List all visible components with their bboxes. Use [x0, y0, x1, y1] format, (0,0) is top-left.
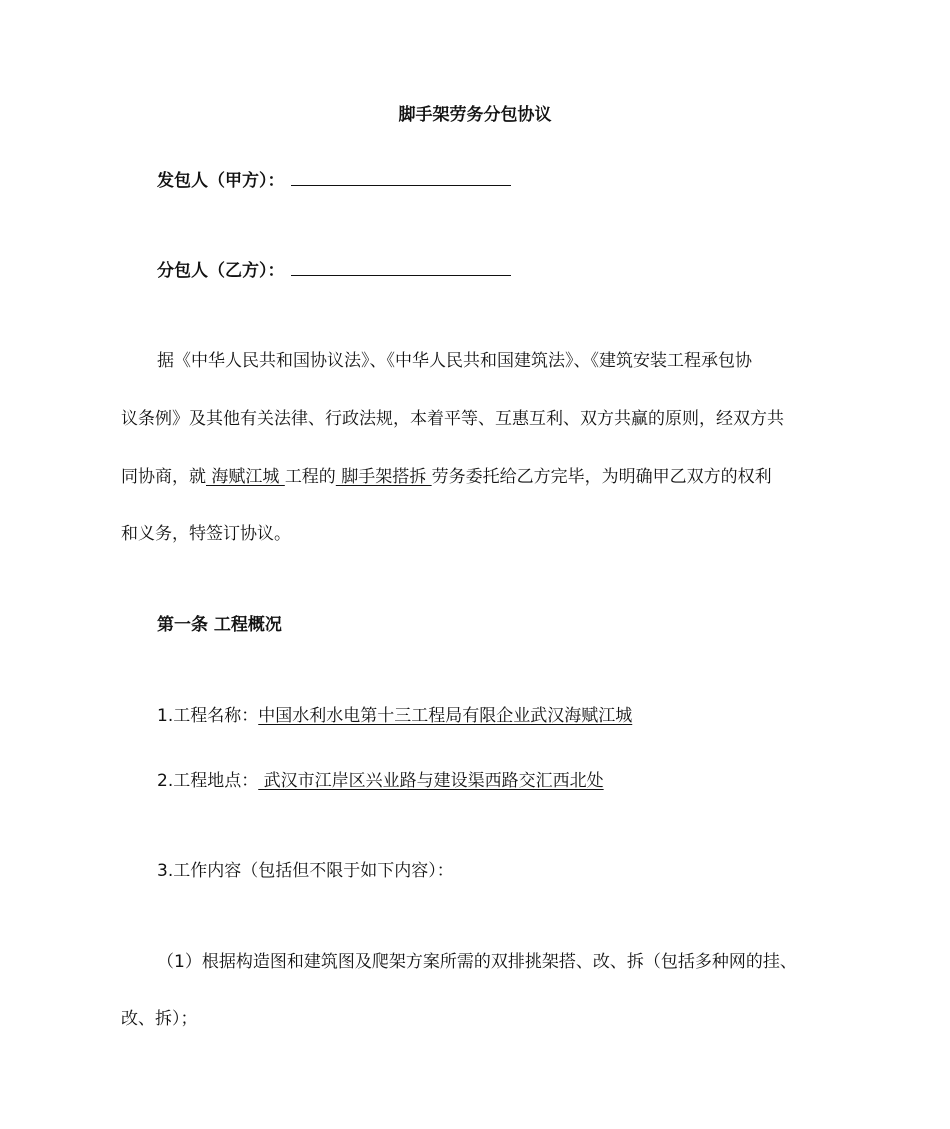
party-b-label: 分包人（乙方）：	[157, 261, 285, 281]
page-title: 脚手架劳务分包协议	[398, 105, 552, 125]
sub-item-1-line-2: 改、拆）；	[121, 1009, 198, 1029]
item-2	[157, 766, 604, 791]
project-location-value: 武汉市江岸区兴业路与建设渠西路交汇西北处	[258, 771, 604, 791]
party-a-label: 发包人（甲方）：	[157, 171, 285, 191]
party-b-line	[157, 256, 511, 281]
preamble-line-2: 议条例》及其他有关法律、行政法规，本着平等、互惠互利、双方共赢的原则，经双方共	[121, 409, 784, 429]
item-1-label: 1.工程名称：	[157, 706, 259, 726]
party-b-blank	[291, 257, 511, 276]
party-a-blank	[291, 167, 511, 186]
preamble-line-1: 据《中华人民共和国协议法》、《中华人民共和国建筑法》、《建筑安装工程承包协	[157, 351, 752, 371]
preamble-text: 工程的	[284, 467, 336, 487]
item-3: 3.工作内容（包括但不限于如下内容）：	[157, 861, 454, 881]
work-scope: 脚手架搭拆	[335, 467, 432, 487]
preamble-line-4: 和义务，特签订协议。	[121, 524, 291, 544]
item-1	[157, 701, 632, 726]
preamble-text: 劳务委托给乙方完毕，为明确甲乙双方的权利	[431, 467, 772, 487]
party-a-line	[157, 166, 511, 191]
item-2-label: 2.工程地点：	[157, 771, 259, 791]
article-1-heading: 第一条 工程概况	[157, 615, 282, 635]
sub-item-1-line-1: （1）根据构造图和建筑图及爬架方案所需的双排挑架搭、改、拆（包括多种网的挂、	[157, 952, 797, 972]
preamble-line-3	[121, 462, 772, 487]
project-name-short: 海赋江城	[206, 467, 285, 487]
preamble-text: 同协商，就	[121, 467, 206, 487]
project-name-value: 中国水利水电第十三工程局有限企业武汉海赋江城	[258, 706, 633, 726]
